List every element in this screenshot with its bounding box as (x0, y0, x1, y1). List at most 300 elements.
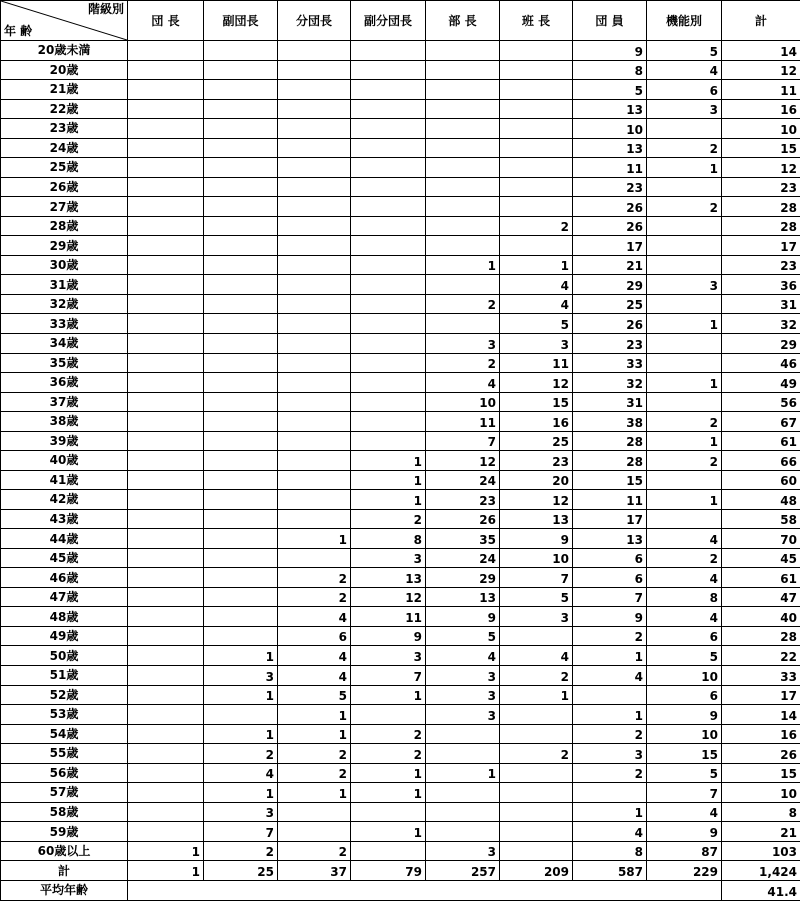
cell-total: 48 (722, 490, 800, 510)
cell-rank-member: 32 (573, 373, 647, 393)
age-label: 45歳 (1, 548, 128, 568)
cell-rank-squad-leader: 20 (500, 470, 573, 490)
cell-rank-chief (128, 177, 204, 197)
column-header-rank-chief: 団 長 (128, 1, 204, 41)
cell-rank-branch-chief (278, 548, 351, 568)
cell-rank-section-chief (426, 119, 500, 139)
cell-rank-vice-branch-chief: 1 (351, 783, 426, 803)
cell-rank-member: 17 (573, 509, 647, 529)
cell-rank-functional: 6 (647, 626, 722, 646)
age-label: 46歳 (1, 568, 128, 588)
table-row (1, 724, 800, 744)
cell-total: 21 (722, 822, 800, 842)
cell-rank-vice-branch-chief: 3 (351, 548, 426, 568)
cell-rank-vice-branch-chief: 1 (351, 470, 426, 490)
total-rank-functional: 229 (647, 861, 722, 881)
cell-rank-member: 8 (573, 841, 647, 861)
cell-rank-member: 3 (573, 744, 647, 764)
header-row (1, 1, 800, 41)
cell-rank-vice-chief: 2 (204, 744, 278, 764)
cell-rank-squad-leader: 4 (500, 275, 573, 295)
table-row (1, 275, 800, 295)
cell-rank-vice-chief (204, 626, 278, 646)
cell-rank-chief: 1 (128, 841, 204, 861)
age-label: 52歳 (1, 685, 128, 705)
cell-rank-branch-chief (278, 99, 351, 119)
cell-rank-vice-chief (204, 490, 278, 510)
cell-rank-vice-chief (204, 119, 278, 139)
cell-rank-squad-leader (500, 822, 573, 842)
cell-rank-chief (128, 333, 204, 353)
cell-rank-functional: 10 (647, 724, 722, 744)
table-row (1, 587, 800, 607)
cell-rank-chief (128, 412, 204, 432)
cell-total: 10 (722, 119, 800, 139)
age-label: 60歳以上 (1, 841, 128, 861)
cell-rank-chief (128, 783, 204, 803)
corner-age-label: 年 齢 (4, 24, 33, 38)
average-age-row (1, 880, 800, 900)
cell-rank-section-chief (426, 99, 500, 119)
age-label: 51歳 (1, 666, 128, 686)
cell-rank-vice-branch-chief (351, 255, 426, 275)
cell-rank-vice-chief (204, 353, 278, 373)
cell-total: 32 (722, 314, 800, 334)
cell-rank-functional: 5 (647, 763, 722, 783)
cell-rank-functional (647, 509, 722, 529)
cell-rank-section-chief (426, 177, 500, 197)
cell-total: 10 (722, 783, 800, 803)
cell-total: 12 (722, 158, 800, 178)
cell-rank-member: 21 (573, 255, 647, 275)
total-rank-chief: 1 (128, 861, 204, 881)
cell-rank-chief (128, 431, 204, 451)
cell-rank-vice-chief: 7 (204, 822, 278, 842)
cell-rank-squad-leader (500, 158, 573, 178)
cell-rank-member: 13 (573, 529, 647, 549)
cell-rank-member: 9 (573, 41, 647, 61)
cell-total: 70 (722, 529, 800, 549)
column-header-rank-vice-branch-chief: 副分団長 (351, 1, 426, 41)
cell-rank-vice-branch-chief: 12 (351, 587, 426, 607)
cell-rank-squad-leader: 3 (500, 607, 573, 627)
cell-rank-functional: 1 (647, 158, 722, 178)
cell-rank-branch-chief (278, 314, 351, 334)
cell-rank-chief (128, 568, 204, 588)
cell-rank-squad-leader: 4 (500, 646, 573, 666)
age-label: 54歳 (1, 724, 128, 744)
age-label: 58歳 (1, 802, 128, 822)
cell-rank-section-chief: 10 (426, 392, 500, 412)
cell-rank-vice-chief (204, 509, 278, 529)
cell-rank-vice-branch-chief (351, 802, 426, 822)
cell-rank-vice-branch-chief: 1 (351, 685, 426, 705)
total-rank-squad-leader: 209 (500, 861, 573, 881)
cell-rank-functional: 1 (647, 373, 722, 393)
table-row (1, 333, 800, 353)
cell-rank-branch-chief (278, 294, 351, 314)
cell-rank-section-chief (426, 138, 500, 158)
cell-rank-functional (647, 236, 722, 256)
cell-rank-functional: 4 (647, 607, 722, 627)
cell-rank-vice-chief: 1 (204, 646, 278, 666)
cell-rank-squad-leader: 16 (500, 412, 573, 432)
table-row (1, 60, 800, 80)
age-label: 50歳 (1, 646, 128, 666)
cell-rank-branch-chief: 2 (278, 841, 351, 861)
table-row (1, 255, 800, 275)
cell-rank-branch-chief: 1 (278, 705, 351, 725)
cell-rank-vice-branch-chief: 11 (351, 607, 426, 627)
cell-rank-chief (128, 353, 204, 373)
table-row (1, 568, 800, 588)
cell-rank-member: 8 (573, 60, 647, 80)
cell-rank-branch-chief (278, 333, 351, 353)
cell-rank-squad-leader: 12 (500, 373, 573, 393)
cell-total: 28 (722, 626, 800, 646)
cell-rank-functional: 10 (647, 666, 722, 686)
cell-total: 49 (722, 373, 800, 393)
age-label: 47歳 (1, 587, 128, 607)
cell-rank-vice-branch-chief (351, 275, 426, 295)
table-row (1, 236, 800, 256)
cell-rank-vice-branch-chief: 1 (351, 763, 426, 783)
cell-rank-vice-branch-chief: 3 (351, 646, 426, 666)
age-label: 32歳 (1, 294, 128, 314)
cell-rank-functional: 87 (647, 841, 722, 861)
total-rank-vice-branch-chief: 79 (351, 861, 426, 881)
cell-rank-branch-chief (278, 216, 351, 236)
cell-rank-branch-chief (278, 431, 351, 451)
cell-total: 61 (722, 568, 800, 588)
cell-rank-branch-chief: 2 (278, 568, 351, 588)
total-total: 1,424 (722, 861, 800, 881)
cell-rank-functional: 8 (647, 587, 722, 607)
age-label: 37歳 (1, 392, 128, 412)
cell-rank-chief (128, 685, 204, 705)
age-label: 53歳 (1, 705, 128, 725)
cell-rank-vice-branch-chief: 9 (351, 626, 426, 646)
cell-rank-chief (128, 119, 204, 139)
cell-rank-branch-chief: 2 (278, 587, 351, 607)
age-label: 43歳 (1, 509, 128, 529)
cell-rank-squad-leader: 23 (500, 451, 573, 471)
cell-rank-chief (128, 158, 204, 178)
cell-rank-vice-branch-chief: 1 (351, 451, 426, 471)
cell-rank-vice-chief (204, 197, 278, 217)
cell-total: 11 (722, 80, 800, 100)
cell-rank-vice-chief (204, 41, 278, 61)
cell-rank-functional: 1 (647, 490, 722, 510)
cell-rank-vice-chief (204, 431, 278, 451)
cell-rank-vice-chief (204, 392, 278, 412)
cell-rank-member: 2 (573, 724, 647, 744)
cell-total: 58 (722, 509, 800, 529)
cell-rank-chief (128, 197, 204, 217)
cell-rank-section-chief (426, 216, 500, 236)
cell-rank-vice-chief (204, 275, 278, 295)
cell-rank-chief (128, 744, 204, 764)
table-row (1, 216, 800, 236)
cell-rank-functional: 6 (647, 685, 722, 705)
cell-rank-chief (128, 626, 204, 646)
table-row (1, 177, 800, 197)
cell-rank-squad-leader (500, 177, 573, 197)
average-age-label: 平均年齢 (1, 880, 128, 900)
cell-rank-member: 1 (573, 646, 647, 666)
cell-rank-member: 15 (573, 470, 647, 490)
cell-rank-vice-branch-chief (351, 197, 426, 217)
age-label: 59歳 (1, 822, 128, 842)
cell-rank-chief (128, 60, 204, 80)
cell-rank-vice-branch-chief (351, 80, 426, 100)
cell-rank-vice-branch-chief: 13 (351, 568, 426, 588)
cell-rank-functional: 4 (647, 802, 722, 822)
cell-rank-functional: 5 (647, 646, 722, 666)
cell-rank-functional (647, 333, 722, 353)
cell-rank-squad-leader: 3 (500, 333, 573, 353)
cell-rank-member: 10 (573, 119, 647, 139)
cell-rank-vice-chief (204, 216, 278, 236)
total-label: 計 (1, 861, 128, 881)
cell-rank-member: 2 (573, 763, 647, 783)
column-header-rank-member: 団 員 (573, 1, 647, 41)
cell-rank-branch-chief: 2 (278, 744, 351, 764)
cell-rank-branch-chief (278, 80, 351, 100)
cell-rank-member (573, 685, 647, 705)
cell-rank-branch-chief (278, 60, 351, 80)
cell-rank-functional: 3 (647, 275, 722, 295)
cell-rank-section-chief (426, 744, 500, 764)
table-row (1, 373, 800, 393)
age-label: 41歳 (1, 470, 128, 490)
cell-total: 66 (722, 451, 800, 471)
cell-rank-vice-chief (204, 412, 278, 432)
table-row (1, 783, 800, 803)
cell-rank-branch-chief (278, 236, 351, 256)
column-header-rank-branch-chief: 分団長 (278, 1, 351, 41)
cell-rank-vice-chief (204, 568, 278, 588)
cell-rank-squad-leader (500, 763, 573, 783)
cell-total: 33 (722, 666, 800, 686)
cell-rank-vice-branch-chief: 2 (351, 724, 426, 744)
column-header-rank-vice-chief: 副団長 (204, 1, 278, 41)
cell-rank-section-chief (426, 197, 500, 217)
cell-total: 14 (722, 41, 800, 61)
cell-rank-vice-chief (204, 607, 278, 627)
cell-rank-vice-branch-chief (351, 60, 426, 80)
cell-rank-squad-leader: 10 (500, 548, 573, 568)
cell-rank-vice-chief (204, 99, 278, 119)
cell-rank-branch-chief: 4 (278, 666, 351, 686)
table-row (1, 529, 800, 549)
cell-rank-section-chief: 13 (426, 587, 500, 607)
cell-rank-squad-leader: 13 (500, 509, 573, 529)
cell-rank-chief (128, 216, 204, 236)
cell-rank-vice-branch-chief (351, 353, 426, 373)
cell-rank-vice-chief (204, 373, 278, 393)
column-header-total: 計 (722, 1, 800, 41)
cell-rank-vice-branch-chief (351, 216, 426, 236)
cell-rank-member: 13 (573, 99, 647, 119)
cell-rank-chief (128, 138, 204, 158)
cell-rank-vice-chief: 3 (204, 802, 278, 822)
cell-rank-squad-leader (500, 60, 573, 80)
cell-rank-branch-chief (278, 275, 351, 295)
cell-rank-member: 1 (573, 705, 647, 725)
cell-rank-functional (647, 216, 722, 236)
cell-rank-functional: 9 (647, 822, 722, 842)
cell-rank-chief (128, 451, 204, 471)
age-label: 38歳 (1, 412, 128, 432)
cell-rank-vice-chief (204, 294, 278, 314)
cell-rank-branch-chief (278, 255, 351, 275)
cell-rank-chief (128, 607, 204, 627)
cell-rank-member: 23 (573, 177, 647, 197)
cell-total: 16 (722, 724, 800, 744)
cell-rank-branch-chief (278, 509, 351, 529)
cell-rank-functional: 3 (647, 99, 722, 119)
table-row (1, 99, 800, 119)
cell-rank-vice-branch-chief (351, 333, 426, 353)
cell-rank-chief (128, 255, 204, 275)
cell-total: 8 (722, 802, 800, 822)
cell-rank-vice-chief (204, 548, 278, 568)
age-label: 40歳 (1, 451, 128, 471)
table-row (1, 470, 800, 490)
total-rank-section-chief: 257 (426, 861, 500, 881)
cell-rank-chief (128, 80, 204, 100)
cell-total: 67 (722, 412, 800, 432)
cell-rank-member: 9 (573, 607, 647, 627)
cell-rank-functional (647, 353, 722, 373)
cell-rank-functional (647, 119, 722, 139)
table-row (1, 626, 800, 646)
cell-rank-chief (128, 41, 204, 61)
cell-rank-section-chief: 5 (426, 626, 500, 646)
cell-rank-functional: 4 (647, 568, 722, 588)
cell-rank-vice-chief (204, 705, 278, 725)
cell-rank-squad-leader: 15 (500, 392, 573, 412)
table-row (1, 353, 800, 373)
cell-total: 31 (722, 294, 800, 314)
cell-rank-member: 23 (573, 333, 647, 353)
cell-rank-vice-branch-chief (351, 41, 426, 61)
cell-rank-section-chief: 3 (426, 666, 500, 686)
cell-rank-vice-chief: 1 (204, 783, 278, 803)
cell-total: 17 (722, 685, 800, 705)
cell-rank-functional: 1 (647, 314, 722, 334)
cell-rank-vice-chief: 4 (204, 763, 278, 783)
cell-rank-chief (128, 392, 204, 412)
table-body (1, 41, 800, 901)
cell-rank-branch-chief (278, 412, 351, 432)
cell-rank-squad-leader: 25 (500, 431, 573, 451)
cell-rank-section-chief: 1 (426, 763, 500, 783)
age-label: 27歳 (1, 197, 128, 217)
cell-rank-vice-chief (204, 158, 278, 178)
cell-rank-branch-chief (278, 41, 351, 61)
cell-rank-section-chief (426, 783, 500, 803)
cell-rank-squad-leader: 9 (500, 529, 573, 549)
cell-rank-functional: 15 (647, 744, 722, 764)
cell-rank-squad-leader (500, 783, 573, 803)
cell-rank-section-chief (426, 275, 500, 295)
cell-rank-member: 6 (573, 548, 647, 568)
cell-rank-chief (128, 724, 204, 744)
cell-rank-vice-chief (204, 60, 278, 80)
cell-rank-section-chief: 1 (426, 255, 500, 275)
age-label: 56歳 (1, 763, 128, 783)
age-label: 35歳 (1, 353, 128, 373)
table-row (1, 744, 800, 764)
cell-rank-member: 26 (573, 197, 647, 217)
cell-total: 12 (722, 60, 800, 80)
cell-rank-functional (647, 470, 722, 490)
total-row (1, 861, 800, 881)
cell-rank-vice-branch-chief (351, 705, 426, 725)
cell-rank-section-chief: 12 (426, 451, 500, 471)
cell-rank-vice-branch-chief: 8 (351, 529, 426, 549)
age-label: 34歳 (1, 333, 128, 353)
cell-rank-vice-chief: 1 (204, 685, 278, 705)
table-row (1, 841, 800, 861)
age-label: 21歳 (1, 80, 128, 100)
cell-rank-member: 4 (573, 666, 647, 686)
table-row (1, 763, 800, 783)
cell-rank-branch-chief (278, 373, 351, 393)
cell-total: 15 (722, 763, 800, 783)
cell-rank-member: 6 (573, 568, 647, 588)
cell-rank-chief (128, 802, 204, 822)
cell-rank-functional: 2 (647, 138, 722, 158)
cell-rank-squad-leader (500, 80, 573, 100)
cell-rank-vice-branch-chief (351, 392, 426, 412)
cell-total: 46 (722, 353, 800, 373)
cell-rank-squad-leader (500, 99, 573, 119)
cell-rank-member: 11 (573, 158, 647, 178)
age-label: 20歳未満 (1, 41, 128, 61)
cell-rank-vice-branch-chief: 2 (351, 744, 426, 764)
cell-rank-squad-leader (500, 705, 573, 725)
cell-rank-member: 11 (573, 490, 647, 510)
cell-rank-member: 31 (573, 392, 647, 412)
cell-rank-section-chief: 3 (426, 685, 500, 705)
cell-rank-branch-chief: 5 (278, 685, 351, 705)
cell-total: 103 (722, 841, 800, 861)
age-label: 23歳 (1, 119, 128, 139)
table-row (1, 509, 800, 529)
cell-total: 36 (722, 275, 800, 295)
cell-rank-vice-branch-chief (351, 177, 426, 197)
cell-rank-member: 25 (573, 294, 647, 314)
cell-rank-squad-leader (500, 138, 573, 158)
cell-rank-chief (128, 666, 204, 686)
cell-rank-chief (128, 646, 204, 666)
cell-rank-vice-branch-chief: 7 (351, 666, 426, 686)
cell-rank-chief (128, 548, 204, 568)
cell-rank-branch-chief: 2 (278, 763, 351, 783)
cell-rank-vice-branch-chief (351, 294, 426, 314)
age-label: 22歳 (1, 99, 128, 119)
cell-rank-squad-leader (500, 802, 573, 822)
cell-total: 17 (722, 236, 800, 256)
cell-rank-vice-chief (204, 333, 278, 353)
column-header-rank-section-chief: 部 長 (426, 1, 500, 41)
cell-rank-functional: 2 (647, 197, 722, 217)
cell-rank-member: 28 (573, 451, 647, 471)
cell-rank-member: 33 (573, 353, 647, 373)
